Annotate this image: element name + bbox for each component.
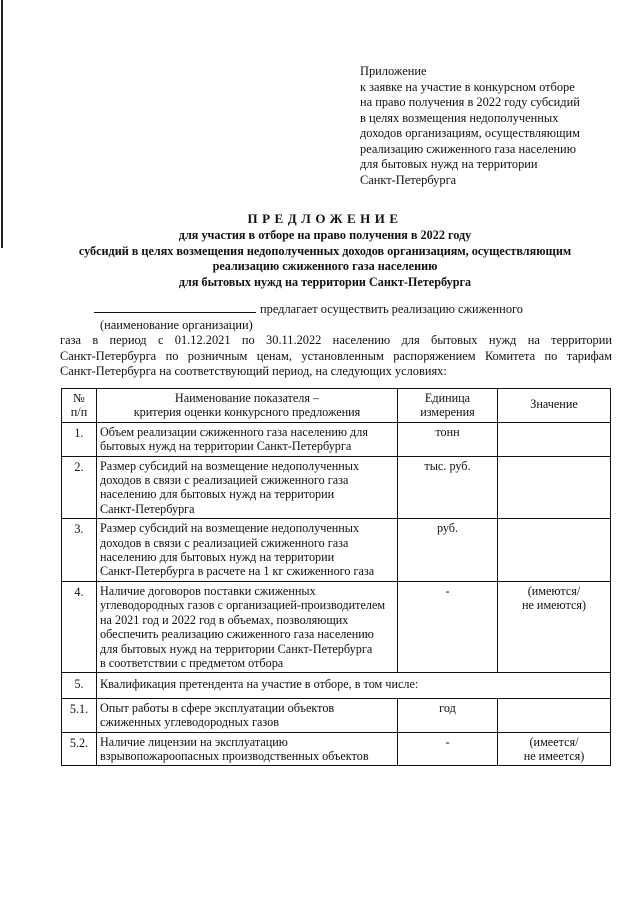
- offer-first-line: [60, 300, 612, 318]
- row-unit: тонн: [398, 422, 498, 456]
- subtitle-line: для участия в отборе на право получения в 2022 году: [178, 228, 472, 242]
- row-criterion: Опыт работы в сфере эксплуатации объектов сжиженных углеводородных газов: [97, 698, 398, 732]
- table-row: [62, 456, 611, 519]
- row-unit: -: [398, 581, 498, 672]
- document-title: ПРЕДЛОЖЕНИЕ: [247, 211, 403, 226]
- organization-blank: [94, 300, 256, 313]
- row-unit: тыс. руб.: [398, 456, 498, 519]
- appendix-line: к заявке на участие в конкурсном отборе: [360, 79, 575, 94]
- offer-line: Санкт-Петербурга по розничным ценам, установленным распоряжением Комитета по тарифам: [60, 348, 612, 363]
- table-row: [62, 581, 611, 672]
- appendix-line: на право получения в 2022 году субсидий: [360, 95, 580, 109]
- offer-paragraph: [60, 300, 612, 380]
- row-value: [498, 519, 611, 582]
- row-value: [498, 422, 611, 456]
- table-row: [62, 732, 611, 766]
- organization-caption: (наименование организации): [100, 317, 253, 332]
- table-header-row: [62, 389, 611, 423]
- document-subtitle: [40, 228, 610, 290]
- criteria-table: [61, 388, 611, 766]
- subtitle-line: реализацию сжиженного газа населению: [212, 259, 438, 273]
- appendix-line: доходов организациям, осуществляющим: [360, 126, 580, 140]
- offer-line: Санкт-Петербурга на соответствующий период, на следующих условиях:: [60, 364, 447, 379]
- appendix-note: [360, 64, 620, 188]
- table-row: [62, 422, 611, 456]
- appendix-line: в целях возмещения недополученных: [360, 110, 559, 125]
- row-number: 3.: [62, 519, 97, 582]
- row-number: 4.: [62, 581, 97, 672]
- subtitle-line: для бытовых нужд на территории Санкт-Петербурга: [178, 274, 472, 289]
- table-row: [62, 673, 611, 698]
- row-criterion: Наличие договоров поставки сжиженных углеводородных газов с организацией-производителем на 2021 год и 2022 год в объемах, позволяющих обеспечить реализацию сжиженного газа населению для бытовых нужд на территории Санкт-Петербурга в соответствии с предметом отбора: [97, 581, 398, 672]
- row-unit: год: [398, 698, 498, 732]
- row-unit: руб.: [398, 519, 498, 582]
- header-value: Значение: [498, 389, 611, 423]
- row-value: [498, 456, 611, 519]
- subtitle-line: субсидий в целях возмещения недополученных доходов организациям, осуществляющим: [78, 243, 572, 258]
- row-criterion: Размер субсидий на возмещение недополученных доходов в связи с реализацией сжиженного газа населению для бытовых нужд на территории Санкт-Петербурга: [97, 456, 398, 519]
- row-number: 1.: [62, 422, 97, 456]
- title-block: [40, 210, 610, 290]
- header-num: № п/п: [62, 389, 97, 423]
- row-number: 5.: [62, 673, 97, 698]
- offer-line: предлагает осуществить реализацию сжиженного: [260, 302, 523, 316]
- offer-line: газа в период с 01.12.2021 по 30.11.2022 населению для бытовых нужд на территории: [60, 333, 612, 348]
- row-criterion: Размер субсидий на возмещение недополученных доходов в связи с реализацией сжиженного газа населению для бытовых нужд на территории Санкт-Петербурга в расчете на 1 кг сжиженного газа: [97, 519, 398, 582]
- header-unit: Единица измерения: [398, 389, 498, 423]
- header-name: Наименование показателя – критерия оценки конкурсного предложения: [97, 389, 398, 423]
- appendix-line: Приложение: [360, 64, 427, 78]
- row-criterion: Наличие лицензии на эксплуатацию взрывопожароопасных производственных объектов: [97, 732, 398, 766]
- row-criterion: Объем реализации сжиженного газа населению для бытовых нужд на территории Санкт-Петербурга: [97, 422, 398, 456]
- row-section-heading: Квалификация претендента на участие в отборе, в том числе:: [97, 673, 611, 698]
- row-unit: -: [398, 732, 498, 766]
- scan-edge-line: [1, 0, 3, 248]
- row-number: 5.2.: [62, 732, 97, 766]
- table-row: [62, 519, 611, 582]
- row-value: (имеются/ не имеются): [498, 581, 611, 672]
- table-row: [62, 698, 611, 732]
- appendix-line: реализацию сжиженного газа населению: [360, 141, 576, 156]
- row-number: 5.1.: [62, 698, 97, 732]
- row-value: (имеется/ не имеется): [498, 732, 611, 766]
- appendix-line: для бытовых нужд на территории: [360, 157, 538, 171]
- row-value: [498, 698, 611, 732]
- row-number: 2.: [62, 456, 97, 519]
- appendix-line: Санкт-Петербурга: [360, 172, 457, 187]
